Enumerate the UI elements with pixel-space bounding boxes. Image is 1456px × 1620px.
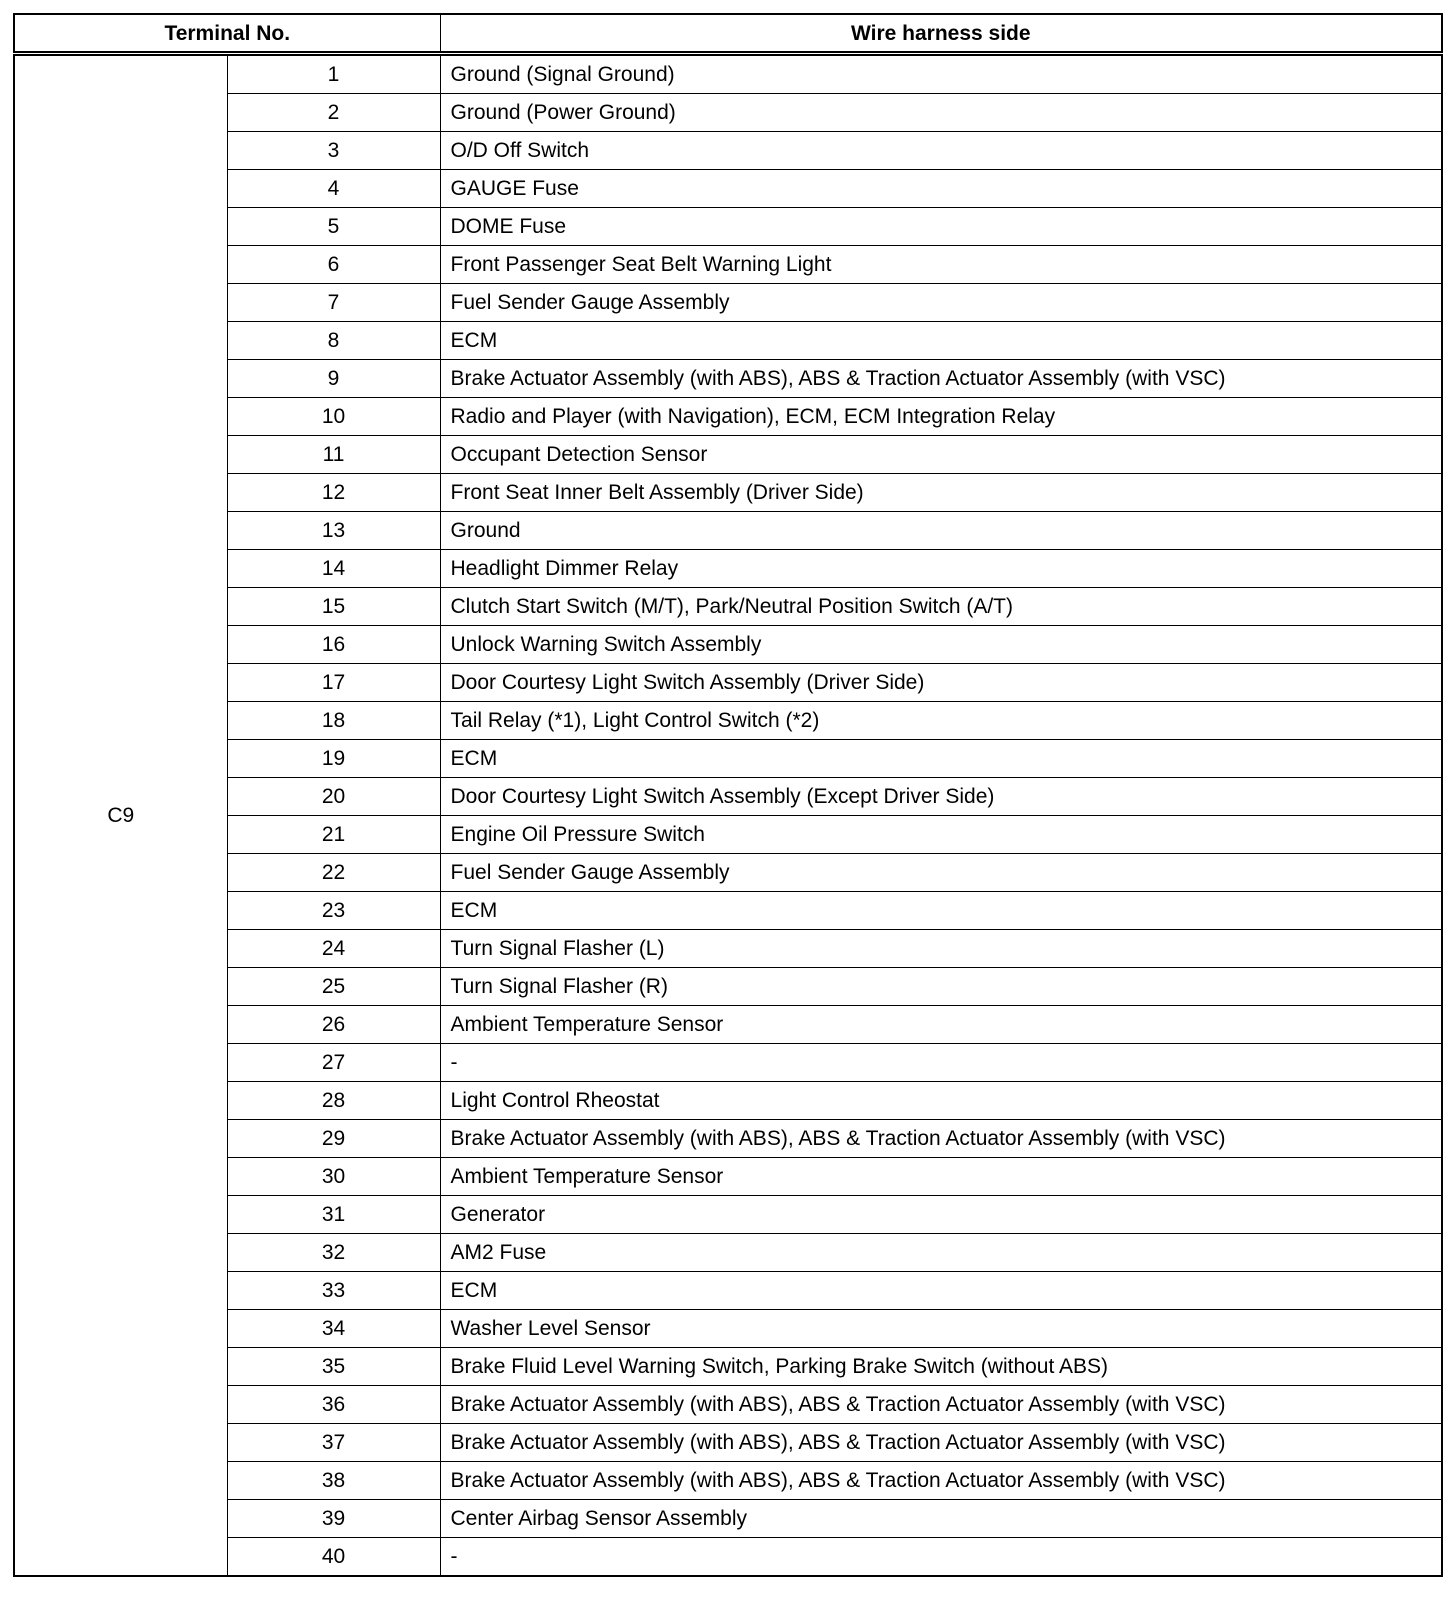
wire-harness-cell: Door Courtesy Light Switch Assembly (Except Driver Side) <box>440 778 1442 816</box>
table-row <box>14 930 1442 968</box>
terminal-number-cell: 36 <box>227 1386 440 1424</box>
connector-cell: C9 <box>14 54 227 1577</box>
table-row <box>14 816 1442 854</box>
table-row <box>14 1234 1442 1272</box>
terminal-number-cell: 19 <box>227 740 440 778</box>
wire-harness-cell: ECM <box>440 1272 1442 1310</box>
wire-harness-cell: Brake Actuator Assembly (with ABS), ABS & Traction Actuator Assembly (with VSC) <box>440 1386 1442 1424</box>
terminal-number-cell: 21 <box>227 816 440 854</box>
terminal-number-cell: 31 <box>227 1196 440 1234</box>
wire-harness-cell: Brake Actuator Assembly (with ABS), ABS & Traction Actuator Assembly (with VSC) <box>440 360 1442 398</box>
table-row <box>14 246 1442 284</box>
table-row <box>14 778 1442 816</box>
wire-harness-cell: Brake Actuator Assembly (with ABS), ABS & Traction Actuator Assembly (with VSC) <box>440 1424 1442 1462</box>
wire-harness-cell: ECM <box>440 322 1442 360</box>
wire-harness-cell: Fuel Sender Gauge Assembly <box>440 854 1442 892</box>
wire-harness-cell: Center Airbag Sensor Assembly <box>440 1500 1442 1538</box>
table-row <box>14 1538 1442 1577</box>
terminal-number-cell: 17 <box>227 664 440 702</box>
table-row <box>14 360 1442 398</box>
table-row <box>14 398 1442 436</box>
table-row <box>14 1158 1442 1196</box>
wire-harness-cell: Generator <box>440 1196 1442 1234</box>
terminal-number-cell: 8 <box>227 322 440 360</box>
wire-harness-cell: O/D Off Switch <box>440 132 1442 170</box>
terminal-number-cell: 26 <box>227 1006 440 1044</box>
terminal-number-cell: 12 <box>227 474 440 512</box>
wire-harness-cell: Front Passenger Seat Belt Warning Light <box>440 246 1442 284</box>
wire-harness-cell: Turn Signal Flasher (L) <box>440 930 1442 968</box>
table-row <box>14 550 1442 588</box>
table-row <box>14 1424 1442 1462</box>
table-row <box>14 170 1442 208</box>
terminal-number-cell: 23 <box>227 892 440 930</box>
table-row <box>14 892 1442 930</box>
table-row <box>14 322 1442 360</box>
terminal-number-cell: 24 <box>227 930 440 968</box>
wire-harness-cell: ECM <box>440 892 1442 930</box>
table-row <box>14 702 1442 740</box>
wire-harness-cell: - <box>440 1538 1442 1577</box>
terminal-number-cell: 22 <box>227 854 440 892</box>
table-header-row <box>14 14 1442 54</box>
wire-harness-cell: Unlock Warning Switch Assembly <box>440 626 1442 664</box>
table-body <box>14 54 1442 1577</box>
table-row <box>14 1348 1442 1386</box>
wire-harness-cell: GAUGE Fuse <box>440 170 1442 208</box>
table-row <box>14 1196 1442 1234</box>
terminal-number-cell: 18 <box>227 702 440 740</box>
terminal-number-cell: 20 <box>227 778 440 816</box>
terminal-number-cell: 6 <box>227 246 440 284</box>
wire-harness-cell: Brake Actuator Assembly (with ABS), ABS & Traction Actuator Assembly (with VSC) <box>440 1120 1442 1158</box>
table-row <box>14 284 1442 322</box>
wire-harness-cell: Headlight Dimmer Relay <box>440 550 1442 588</box>
terminal-number-cell: 33 <box>227 1272 440 1310</box>
terminal-number-cell: 38 <box>227 1462 440 1500</box>
table-row <box>14 1500 1442 1538</box>
terminal-number-cell: 40 <box>227 1538 440 1577</box>
wire-harness-cell: ECM <box>440 740 1442 778</box>
terminal-number-cell: 3 <box>227 132 440 170</box>
terminal-number-cell: 34 <box>227 1310 440 1348</box>
wire-harness-cell: Occupant Detection Sensor <box>440 436 1442 474</box>
wire-harness-cell: Ambient Temperature Sensor <box>440 1006 1442 1044</box>
terminal-number-cell: 37 <box>227 1424 440 1462</box>
header-terminal-no: Terminal No. <box>14 14 440 54</box>
wire-harness-cell: Tail Relay (*1), Light Control Switch (*2) <box>440 702 1442 740</box>
table-row <box>14 208 1442 246</box>
wire-harness-cell: Turn Signal Flasher (R) <box>440 968 1442 1006</box>
terminal-number-cell: 14 <box>227 550 440 588</box>
wire-harness-cell: Ground (Power Ground) <box>440 94 1442 132</box>
terminal-number-cell: 4 <box>227 170 440 208</box>
terminal-number-cell: 5 <box>227 208 440 246</box>
wire-harness-cell: Brake Actuator Assembly (with ABS), ABS & Traction Actuator Assembly (with VSC) <box>440 1462 1442 1500</box>
terminal-number-cell: 39 <box>227 1500 440 1538</box>
table-row <box>14 1044 1442 1082</box>
wire-harness-cell: Ground (Signal Ground) <box>440 54 1442 94</box>
table-row <box>14 132 1442 170</box>
terminal-number-cell: 10 <box>227 398 440 436</box>
terminal-number-cell: 25 <box>227 968 440 1006</box>
terminal-number-cell: 28 <box>227 1082 440 1120</box>
table-row <box>14 94 1442 132</box>
terminal-number-cell: 29 <box>227 1120 440 1158</box>
table-row <box>14 854 1442 892</box>
table-row <box>14 664 1442 702</box>
terminal-number-cell: 35 <box>227 1348 440 1386</box>
table-row <box>14 54 1442 94</box>
terminal-number-cell: 16 <box>227 626 440 664</box>
table-row <box>14 1272 1442 1310</box>
table-row <box>14 1120 1442 1158</box>
wire-harness-cell: Clutch Start Switch (M/T), Park/Neutral Position Switch (A/T) <box>440 588 1442 626</box>
wire-harness-cell: Ambient Temperature Sensor <box>440 1158 1442 1196</box>
wire-harness-cell: - <box>440 1044 1442 1082</box>
table-row <box>14 1462 1442 1500</box>
wire-harness-cell: Light Control Rheostat <box>440 1082 1442 1120</box>
wire-harness-cell: Door Courtesy Light Switch Assembly (Driver Side) <box>440 664 1442 702</box>
terminal-number-cell: 15 <box>227 588 440 626</box>
wire-harness-cell: DOME Fuse <box>440 208 1442 246</box>
table-row <box>14 512 1442 550</box>
wire-harness-cell: AM2 Fuse <box>440 1234 1442 1272</box>
table-row <box>14 968 1442 1006</box>
wire-harness-cell: Fuel Sender Gauge Assembly <box>440 284 1442 322</box>
terminal-number-cell: 30 <box>227 1158 440 1196</box>
wire-harness-cell: Radio and Player (with Navigation), ECM, ECM Integration Relay <box>440 398 1442 436</box>
table-row <box>14 1082 1442 1120</box>
wire-harness-cell: Engine Oil Pressure Switch <box>440 816 1442 854</box>
table-row <box>14 474 1442 512</box>
wire-harness-cell: Ground <box>440 512 1442 550</box>
table-row <box>14 436 1442 474</box>
terminal-table <box>13 13 1443 1577</box>
terminal-number-cell: 2 <box>227 94 440 132</box>
table-row <box>14 588 1442 626</box>
terminal-number-cell: 1 <box>227 54 440 94</box>
terminal-number-cell: 13 <box>227 512 440 550</box>
terminal-number-cell: 27 <box>227 1044 440 1082</box>
header-wire-harness-side: Wire harness side <box>440 14 1442 54</box>
wire-harness-cell: Washer Level Sensor <box>440 1310 1442 1348</box>
table-row <box>14 1006 1442 1044</box>
table-row <box>14 626 1442 664</box>
wire-harness-cell: Brake Fluid Level Warning Switch, Parking Brake Switch (without ABS) <box>440 1348 1442 1386</box>
terminal-number-cell: 11 <box>227 436 440 474</box>
table-row <box>14 1386 1442 1424</box>
table-row <box>14 1310 1442 1348</box>
wire-harness-cell: Front Seat Inner Belt Assembly (Driver Side) <box>440 474 1442 512</box>
terminal-number-cell: 7 <box>227 284 440 322</box>
table-row <box>14 740 1442 778</box>
terminal-number-cell: 32 <box>227 1234 440 1272</box>
terminal-number-cell: 9 <box>227 360 440 398</box>
